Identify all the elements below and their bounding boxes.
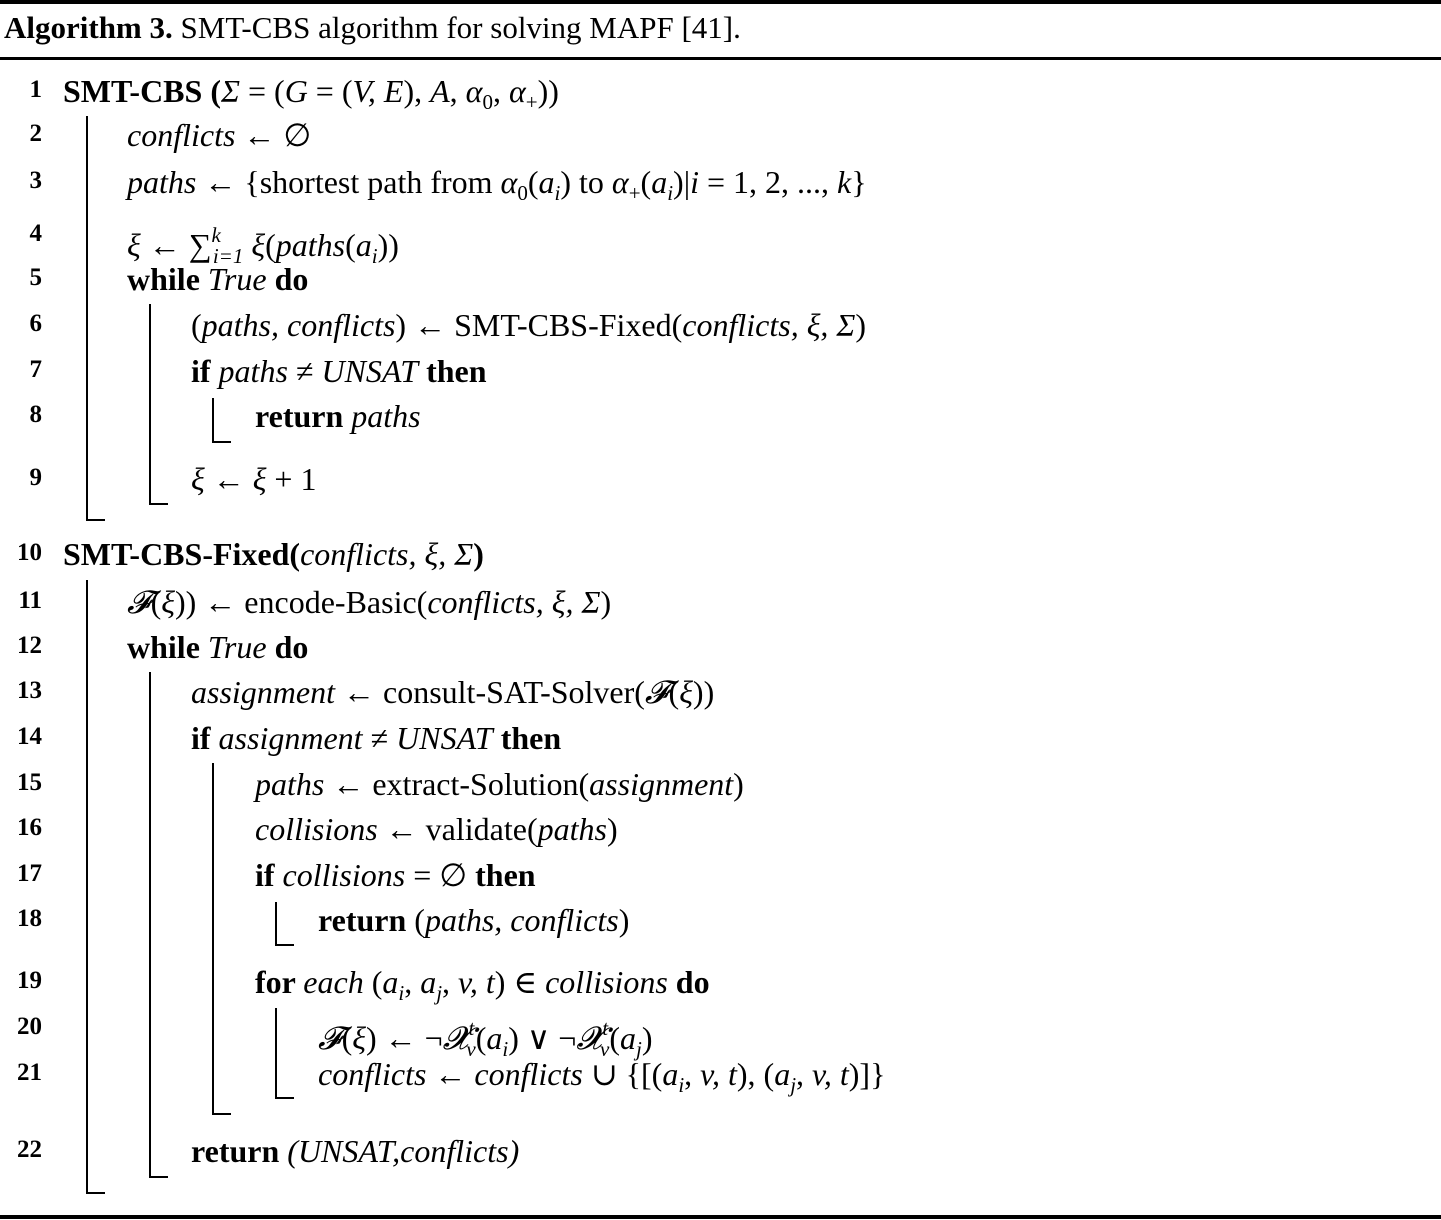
line-segment: )]} bbox=[848, 1056, 886, 1092]
bottom-rule bbox=[0, 1215, 1441, 1219]
line-segment: i bbox=[678, 1073, 685, 1097]
line-segment: then bbox=[475, 857, 536, 893]
line-segment: i bbox=[398, 981, 405, 1005]
line-segment: ( bbox=[265, 227, 276, 263]
line-segment: v, t bbox=[812, 1056, 849, 1092]
line-segment: )) bbox=[692, 674, 715, 710]
line-segment: return bbox=[255, 398, 352, 434]
line-segment: ← {shortest path from bbox=[196, 164, 501, 200]
line-segment: conflicts, ξ, Σ bbox=[682, 307, 856, 343]
algorithm-line bbox=[255, 764, 744, 804]
line-segment: α bbox=[465, 73, 483, 109]
line-segment: ξ bbox=[191, 461, 205, 497]
line-segment: ∪ {[( bbox=[582, 1056, 663, 1092]
algorithm-line bbox=[127, 115, 311, 155]
line-segment: = ∅ bbox=[405, 857, 476, 893]
line-segment: i bbox=[502, 1037, 509, 1061]
line-segment: i=1 bbox=[212, 244, 244, 268]
line-segment: return bbox=[318, 902, 415, 938]
line-number: 21 bbox=[17, 1059, 42, 1086]
line-segment: if bbox=[191, 720, 219, 756]
line-number: 22 bbox=[17, 1136, 42, 1163]
algorithm-line bbox=[191, 718, 561, 758]
line-segment: v, t bbox=[458, 964, 495, 1000]
line-segment: α bbox=[500, 164, 518, 200]
line-segment: collisions bbox=[255, 811, 378, 847]
line-segment: } bbox=[851, 164, 867, 200]
line-segment: k bbox=[211, 223, 221, 247]
algorithm-line bbox=[63, 534, 484, 574]
line-segment: α bbox=[611, 164, 629, 200]
line-segment: conflicts bbox=[318, 1056, 427, 1092]
line-segment: do bbox=[266, 261, 309, 297]
line-number: 2 bbox=[29, 120, 42, 147]
line-segment: ( bbox=[527, 164, 539, 200]
line-segment: v bbox=[466, 1037, 476, 1061]
line-segment: True bbox=[207, 261, 267, 297]
line-segment: SMT-CBS ( bbox=[63, 73, 221, 109]
line-segment: assignment bbox=[589, 766, 734, 802]
line-segment: ) ∈ bbox=[494, 964, 546, 1000]
algorithm-line bbox=[255, 809, 618, 849]
line-segment: a bbox=[486, 1020, 503, 1056]
line-segment: ξ bbox=[251, 227, 266, 263]
line-segment: , bbox=[492, 73, 509, 109]
line-segment: ← bbox=[426, 1056, 475, 1092]
block-bar bbox=[149, 672, 168, 1178]
line-segment: paths bbox=[255, 766, 325, 802]
line-number: 10 bbox=[17, 539, 42, 566]
line-segment: ) ∨ ¬ bbox=[508, 1020, 577, 1056]
line-segment: do bbox=[667, 964, 710, 1000]
line-segment: ( bbox=[475, 1020, 487, 1056]
line-number: 8 bbox=[29, 401, 42, 428]
line-number: 16 bbox=[17, 814, 42, 841]
algorithm-line bbox=[127, 162, 867, 213]
block-bar bbox=[149, 304, 168, 505]
line-segment: each bbox=[303, 964, 364, 1000]
line-segment: j bbox=[790, 1073, 797, 1097]
line-segment: ( bbox=[191, 307, 202, 343]
line-segment: = ( bbox=[239, 73, 285, 109]
line-segment: assignment bbox=[191, 674, 335, 710]
line-segment: i bbox=[554, 181, 561, 205]
algorithm-line bbox=[191, 351, 487, 391]
line-segment: ξ bbox=[352, 1020, 366, 1056]
algorithm-line bbox=[191, 459, 316, 499]
line-segment: paths bbox=[127, 164, 197, 200]
line-segment: a bbox=[420, 964, 437, 1000]
line-number: 6 bbox=[29, 310, 42, 337]
line-segment: ) ← SMT-CBS-Fixed( bbox=[395, 307, 683, 343]
line-segment: conflicts, ξ, Σ bbox=[300, 536, 474, 572]
line-number: 11 bbox=[18, 587, 42, 614]
line-segment: ( bbox=[640, 164, 652, 200]
algorithm-line bbox=[255, 962, 710, 1013]
line-segment: = ( bbox=[307, 73, 353, 109]
line-segment: paths bbox=[275, 227, 346, 263]
block-bar bbox=[212, 763, 231, 1115]
line-segment: then bbox=[418, 353, 487, 389]
line-segment: ), ( bbox=[736, 1056, 775, 1092]
line-segment: 𝓕 bbox=[644, 674, 669, 710]
line-segment: 0 bbox=[517, 181, 528, 205]
line-number: 1 bbox=[29, 76, 42, 103]
line-segment: for bbox=[255, 964, 304, 1000]
line-segment: then bbox=[492, 720, 562, 756]
line-segment: ) ← ¬ bbox=[365, 1020, 443, 1056]
line-segment: ) to bbox=[560, 164, 612, 200]
line-segment: collisions bbox=[545, 964, 668, 1000]
caption-rule bbox=[0, 57, 1441, 60]
line-segment: ) bbox=[600, 584, 612, 620]
line-segment: ← bbox=[204, 461, 253, 497]
line-segment: , bbox=[449, 73, 466, 109]
line-segment: collisions bbox=[282, 857, 406, 893]
line-segment: ← validate( bbox=[377, 811, 538, 847]
algorithm-line bbox=[255, 855, 536, 895]
line-segment: ) bbox=[855, 307, 867, 343]
line-segment: do bbox=[266, 629, 309, 665]
line-segment: assignment bbox=[218, 720, 363, 756]
line-segment: while bbox=[127, 629, 208, 665]
line-segment: i bbox=[690, 164, 699, 200]
line-segment: , bbox=[404, 964, 421, 1000]
line-segment: ← consult-SAT-Solver( bbox=[335, 674, 645, 710]
line-segment: t bbox=[602, 1016, 609, 1040]
line-segment: + bbox=[628, 181, 641, 205]
line-segment: , bbox=[684, 1056, 701, 1092]
line-number: 17 bbox=[17, 860, 42, 887]
line-segment: if bbox=[255, 857, 283, 893]
line-segment: j bbox=[436, 981, 443, 1005]
line-segment: if bbox=[191, 353, 219, 389]
line-segment: 𝓧 bbox=[576, 1020, 603, 1056]
line-segment: j bbox=[636, 1037, 642, 1061]
line-number: 5 bbox=[29, 264, 42, 291]
block-bar bbox=[86, 116, 105, 521]
line-segment: paths, conflicts bbox=[424, 902, 619, 938]
line-segment: UNSAT bbox=[396, 720, 493, 756]
line-segment: while bbox=[127, 261, 208, 297]
line-segment: conflicts bbox=[474, 1056, 583, 1092]
line-segment: a bbox=[662, 1056, 679, 1092]
algorithm-line bbox=[255, 396, 421, 436]
caption-label: Algorithm 3. bbox=[4, 10, 173, 45]
line-segment: ξ bbox=[252, 461, 267, 497]
line-segment: 𝓧 bbox=[442, 1020, 469, 1056]
line-segment: ≠ bbox=[362, 720, 397, 756]
line-segment: )) bbox=[537, 73, 559, 109]
line-segment: ( bbox=[414, 902, 425, 938]
line-segment: i bbox=[667, 181, 674, 205]
line-segment: True bbox=[207, 629, 267, 665]
line-segment: G bbox=[284, 73, 308, 109]
algorithm-line bbox=[127, 259, 308, 299]
line-segment: t bbox=[468, 1016, 475, 1040]
line-segment: ← ∅ bbox=[235, 117, 312, 153]
line-segment: ( bbox=[341, 1020, 353, 1056]
line-segment: paths bbox=[351, 398, 421, 434]
line-number: 9 bbox=[29, 464, 42, 491]
line-segment: ( bbox=[363, 964, 383, 1000]
line-segment: ← ∑ bbox=[140, 227, 212, 263]
line-segment: , bbox=[796, 1056, 813, 1092]
line-segment: ξ bbox=[161, 584, 175, 620]
line-segment: conflicts, ξ, Σ bbox=[427, 584, 601, 620]
line-segment: ) bbox=[606, 811, 618, 847]
line-number: 19 bbox=[17, 967, 42, 994]
line-number: 15 bbox=[17, 769, 42, 796]
line-segment: ) bbox=[641, 1020, 653, 1056]
algorithm-line bbox=[191, 1131, 519, 1171]
algorithm-line bbox=[191, 672, 714, 712]
line-segment: conflicts bbox=[127, 117, 236, 153]
line-segment: (UNSAT,conflicts) bbox=[287, 1133, 520, 1169]
line-number: 7 bbox=[29, 356, 42, 383]
line-segment: a bbox=[355, 227, 372, 263]
line-number: 12 bbox=[17, 632, 42, 659]
line-segment: )| bbox=[673, 164, 691, 200]
line-number: 14 bbox=[17, 723, 42, 750]
line-number: 18 bbox=[17, 905, 42, 932]
algorithm-line bbox=[191, 305, 866, 345]
algorithm-line bbox=[127, 582, 611, 622]
line-segment: )) bbox=[377, 227, 399, 263]
line-segment: 𝓕 bbox=[318, 1020, 342, 1056]
line-segment: paths bbox=[537, 811, 607, 847]
line-segment: α bbox=[508, 73, 526, 109]
line-segment: v, t bbox=[700, 1056, 737, 1092]
line-segment: SMT-CBS-Fixed( bbox=[63, 536, 301, 572]
line-number: 20 bbox=[17, 1013, 42, 1040]
line-segment: V, E bbox=[352, 73, 404, 109]
line-segment: a bbox=[620, 1020, 637, 1056]
block-bar bbox=[86, 580, 105, 1194]
line-segment: ) bbox=[473, 536, 484, 572]
line-segment: i bbox=[371, 244, 378, 268]
line-segment: return bbox=[191, 1133, 288, 1169]
line-segment: + 1 bbox=[266, 461, 317, 497]
line-segment: ← extract-Solution( bbox=[324, 766, 590, 802]
line-segment: ) bbox=[618, 902, 630, 938]
block-bar bbox=[212, 398, 231, 443]
algorithm-caption bbox=[4, 10, 741, 46]
block-bar bbox=[275, 1008, 294, 1099]
line-segment: ( bbox=[668, 674, 680, 710]
caption-text: SMT-CBS algorithm for solving MAPF [41]. bbox=[172, 10, 741, 45]
line-segment: a bbox=[651, 164, 668, 200]
line-segment: = 1, 2, ..., bbox=[698, 164, 838, 200]
line-segment: paths bbox=[218, 353, 288, 389]
line-number: 4 bbox=[29, 220, 42, 247]
line-segment: ( bbox=[609, 1020, 621, 1056]
block-bar bbox=[275, 902, 294, 946]
line-number: 3 bbox=[29, 167, 42, 194]
line-segment: ≠ bbox=[287, 353, 322, 389]
line-segment: ( bbox=[150, 584, 162, 620]
line-segment: , bbox=[442, 964, 459, 1000]
line-number: 13 bbox=[17, 677, 42, 704]
line-segment: UNSAT bbox=[321, 353, 419, 389]
line-segment: k bbox=[837, 164, 852, 200]
line-segment: ), bbox=[403, 73, 431, 109]
algorithm-line bbox=[318, 900, 629, 940]
line-segment: 𝓕 bbox=[127, 584, 151, 620]
algorithm-line bbox=[127, 627, 308, 667]
line-segment: ξ bbox=[127, 227, 141, 263]
line-segment: ( bbox=[345, 227, 356, 263]
top-rule bbox=[0, 0, 1441, 4]
line-segment: ξ bbox=[679, 674, 693, 710]
line-segment: Σ bbox=[220, 73, 240, 109]
line-segment: a bbox=[382, 964, 399, 1000]
line-segment: ) bbox=[733, 766, 744, 802]
line-segment: + bbox=[525, 90, 538, 114]
line-segment: 0 bbox=[482, 90, 493, 114]
line-segment: paths, conflicts bbox=[201, 307, 396, 343]
line-segment: v bbox=[600, 1037, 610, 1061]
line-segment: a bbox=[774, 1056, 791, 1092]
algorithm-line bbox=[318, 1054, 885, 1105]
line-segment: )) ← encode-Basic( bbox=[174, 584, 428, 620]
line-segment: A bbox=[430, 73, 450, 109]
line-segment: a bbox=[538, 164, 555, 200]
